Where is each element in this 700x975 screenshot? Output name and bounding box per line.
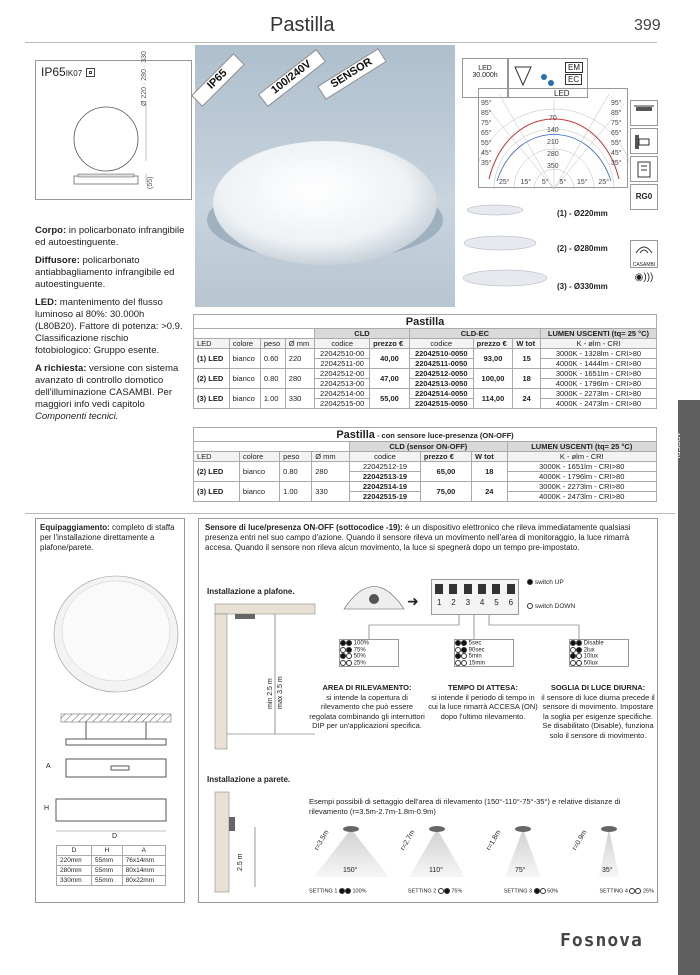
- setting-label: SETTING 4: [599, 888, 628, 895]
- polar-left-angles: [481, 99, 492, 169]
- led-desc-label: LED:: [35, 297, 58, 308]
- table2-title: [194, 428, 657, 442]
- table-row: [194, 482, 657, 492]
- variant-illustrations: [460, 198, 550, 296]
- col-header: LED: [194, 452, 240, 462]
- setting-angle: 75°: [515, 867, 526, 874]
- col-header: W tot: [513, 339, 541, 349]
- switch-up-legend: [527, 579, 564, 586]
- col-header: codice: [350, 452, 421, 462]
- setting-label: SETTING 1: [309, 888, 338, 895]
- polar-angle: 25°: [499, 179, 510, 186]
- cell-code: 22042511-0050: [409, 359, 473, 369]
- badge-sensor: SENSOR: [317, 48, 387, 100]
- cell-colore: bianco: [229, 349, 260, 369]
- table1-group-lumen: LUMEN USCENTI (tq= 25 °C): [540, 329, 656, 339]
- spec-table-pastilla: [193, 314, 657, 409]
- empty-dot-icon: [527, 603, 533, 609]
- area-title: AREA DI RILEVAMENTO:: [322, 683, 412, 692]
- brand-logo: Fosnova: [560, 930, 643, 951]
- area-option: 25%: [353, 660, 366, 667]
- polar-angle: 55°: [481, 140, 492, 147]
- table2-title-sub: - con sensore luce-presenza (ON-OFF): [374, 430, 514, 440]
- variant-1: (1) - Ø220mm: [557, 209, 608, 218]
- table-row: [194, 462, 657, 472]
- table1-group-cld: CLD: [315, 329, 410, 339]
- sensor-intro: [199, 519, 657, 557]
- max-height-label: max 3.5 m: [277, 676, 284, 709]
- dim-height-label: (55): [147, 176, 154, 189]
- area-option: 75%: [353, 647, 366, 654]
- lower-section-divider: [25, 513, 675, 514]
- cell-peso: 0.80: [260, 369, 285, 389]
- setting-4: [600, 888, 655, 894]
- cell-led: (3) LED: [194, 482, 240, 502]
- setting-label: SETTING 2: [407, 888, 437, 895]
- switch-up-label: switch UP: [534, 579, 564, 586]
- sensor-device-icon: [339, 569, 409, 619]
- dims-cell: 55mm: [92, 866, 123, 876]
- cell-price: 47,00: [370, 369, 410, 389]
- dims-table: [56, 845, 166, 886]
- badge-voltage: 100/240V: [258, 49, 326, 107]
- product-top-view: [36, 61, 193, 201]
- equipment-drawings: [36, 559, 186, 839]
- dims-cell: 55mm: [92, 856, 123, 866]
- equip-label: Equipaggiamento:: [40, 523, 110, 532]
- cell-code: 22042515-19: [350, 492, 421, 502]
- cell-lumen: 3000K - 2273lm - CRI>80: [507, 482, 656, 492]
- variant-size: Ø330mm: [573, 282, 608, 291]
- cell-peso: 1.00: [260, 389, 285, 409]
- min-height-label: min 2.5 m: [267, 678, 274, 709]
- cell-lumen: 4000K - 1796lm - CRI>80: [507, 472, 656, 482]
- cell-price: 65,00: [420, 462, 471, 482]
- corpo-text: in policarbonato infrangibile ed autoestinguente.: [35, 225, 185, 248]
- col-header: LED: [194, 339, 230, 349]
- cell-lumen: 3000K - 1651lm - CRI>80: [540, 369, 656, 379]
- cell-price: 93,00: [473, 349, 513, 369]
- table1-title: Pastilla: [194, 315, 657, 329]
- dip-switch[interactable]: [507, 584, 515, 594]
- cell-lumen: 4000K - 1796lm - CRI>80: [540, 379, 656, 389]
- dip-number: 6: [508, 598, 514, 607]
- emc-label-2: EC: [565, 74, 582, 85]
- product-drawing-box: [35, 51, 192, 200]
- dip-switch[interactable]: [464, 584, 472, 594]
- cell-led: (1) LED: [194, 349, 230, 369]
- cell-colore: bianco: [239, 482, 279, 502]
- wall-height-label: 2.5 m: [237, 853, 244, 871]
- polar-value: 140: [547, 127, 559, 134]
- wall-mount-icon: [630, 128, 658, 154]
- install-wall-label: Installazione a parete.: [207, 775, 291, 784]
- page-number: 399: [634, 17, 661, 34]
- light-option: Disable: [583, 640, 604, 647]
- time-option: 5min: [468, 653, 482, 660]
- table2-title-main: Pastilla: [336, 428, 375, 441]
- section-sidebar: [678, 400, 700, 975]
- arrow-icon: ➜: [407, 593, 419, 609]
- cell-code: 22042513-00: [315, 379, 370, 389]
- col-header: Ø mm: [285, 339, 314, 349]
- cell-colore: bianco: [229, 369, 260, 389]
- setting-radius: r=3.5m: [313, 829, 331, 852]
- cell-mm: 330: [312, 482, 350, 502]
- polar-angle: 45°: [481, 150, 492, 157]
- cell-price: 114,00: [473, 389, 513, 409]
- emc-label-1: EM: [565, 62, 583, 73]
- time-option: 15min: [468, 660, 486, 667]
- time-explanation: [427, 683, 539, 721]
- rg0-label: RG0: [630, 184, 658, 210]
- cell-watt: 24: [472, 482, 508, 502]
- cell-colore: bianco: [229, 389, 260, 409]
- light-option: 2lux: [583, 647, 595, 654]
- equipment-text: [36, 519, 184, 557]
- dip-number: 1: [436, 598, 442, 607]
- variant-num: (3): [557, 282, 567, 291]
- polar-angle: 75°: [481, 120, 492, 127]
- setting-pct: 50%: [547, 888, 559, 895]
- equip-desc: completo di staffa per l'installazione direttamente a plafone/parete.: [40, 523, 175, 552]
- richiesta-label: A richiesta:: [35, 363, 87, 374]
- cell-code: 22042511-00: [315, 359, 370, 369]
- setting-angle: 110°: [429, 867, 443, 874]
- cell-lumen: 3000K - 1328lm - CRI>80: [540, 349, 656, 359]
- cell-code: 22042515-00: [315, 399, 370, 409]
- dims-cell: 76x14mm: [122, 856, 165, 866]
- col-header: peso: [260, 339, 285, 349]
- dip-switch[interactable]: [492, 584, 500, 594]
- switch-down-legend: [527, 603, 575, 610]
- cell-mm: 220: [285, 349, 314, 369]
- polar-angle: 45°: [611, 150, 622, 157]
- col-header: colore: [239, 452, 279, 462]
- light-option: 50lux: [583, 660, 599, 667]
- area-text: si intende la copertura di rilevamento che può essere regolata combinando gli interruttori DIP per un'applicazioni specifica.: [309, 692, 425, 730]
- setting-angle: 35°: [602, 867, 613, 874]
- cell-code: 22042513-19: [350, 472, 421, 482]
- led-label: LED: [478, 65, 492, 72]
- cell-mm: 280: [285, 369, 314, 389]
- col-header: W tot: [472, 452, 508, 462]
- led-desc-text: mantenimento del flusso luminoso al 80%: 30.000h (L80B20). Fattore di potenza: >0.9. Classificazione rischio fotobiologico: Gruppo esente.: [35, 297, 183, 356]
- light-title: SOGLIA DI LUCE DIURNA:: [550, 683, 646, 692]
- cell-code: 22042513-0050: [409, 379, 473, 389]
- polar-angle: 5°: [541, 179, 549, 186]
- dip-switch[interactable]: [435, 584, 443, 594]
- polar-angle: 85°: [481, 110, 492, 117]
- sensor-wave-icon: ◉))): [634, 272, 654, 283]
- polar-value: 280: [547, 151, 559, 158]
- setting-radius: r=1.8m: [485, 829, 503, 852]
- dims-cell: 55mm: [92, 876, 123, 886]
- polar-angle: 5°: [559, 179, 567, 186]
- cell-lumen: 4000K - 2473lm - CRI>80: [507, 492, 656, 502]
- light-text: il sensore di luce diurna precede il sensore di movimento. Impostare la soglia per esigenze specifiche. Se disabilitato (Disable), funziona solo il sensore di movimento.: [541, 692, 655, 740]
- polar-diagram: [478, 88, 628, 188]
- polar-angle: 25°: [598, 179, 609, 186]
- dim-diameter-label: Ø 220 · 280 · 330: [141, 51, 148, 106]
- table2-group-lumen: LUMEN USCENTI (tq= 25 °C): [507, 442, 656, 452]
- polar-values: [547, 113, 559, 173]
- table2-spacer: [194, 442, 350, 452]
- cell-peso: 1.00: [280, 482, 312, 502]
- col-header: K - ølm - CRI: [540, 339, 656, 349]
- dims-cell: 220mm: [57, 856, 92, 866]
- setting-pct: 25%: [642, 888, 654, 895]
- cell-code: 22042514-19: [350, 482, 421, 492]
- setting-angle: 150°: [343, 867, 358, 874]
- cell-code: 22042512-0050: [409, 369, 473, 379]
- col-header: prezzo €: [370, 339, 410, 349]
- polar-angle: 55°: [611, 140, 622, 147]
- cell-watt: 18: [513, 369, 541, 389]
- dims-cell: 80x22mm: [122, 876, 165, 886]
- cell-led: (3) LED: [194, 389, 230, 409]
- table1-group-cldec: CLD-EC: [409, 329, 540, 339]
- filled-dot-icon: [527, 579, 533, 585]
- time-options: [454, 639, 514, 667]
- wall-install-drawing: [205, 787, 295, 897]
- setting-label: SETTING 3: [503, 888, 533, 895]
- setting-1: [309, 888, 367, 894]
- table1-spacer: [194, 329, 315, 339]
- badge-ip65: IP65: [191, 53, 245, 107]
- dims-header: H: [92, 846, 123, 856]
- col-header: K - ølm - CRI: [507, 452, 656, 462]
- variant-2: (2) - Ø280mm: [557, 244, 608, 253]
- dims-cell: 280mm: [57, 866, 92, 876]
- variant-num: (2): [557, 244, 567, 253]
- polar-title: LED: [554, 89, 570, 98]
- polar-value: 70: [548, 115, 557, 122]
- page-title: Pastilla: [270, 14, 335, 36]
- install-ceiling-label: Installazione a plafone.: [207, 587, 295, 596]
- cell-code: 22042512-19: [350, 462, 421, 472]
- table-row: [194, 349, 657, 359]
- col-header: colore: [229, 339, 260, 349]
- time-option: 5sec: [468, 640, 482, 647]
- led-hours: 30.000h: [472, 72, 498, 79]
- ceiling-mount-icon: [630, 100, 658, 126]
- cell-code: 22042514-00: [315, 389, 370, 399]
- dip-number: 4: [479, 598, 485, 607]
- setting-radius: r=0.9m: [571, 829, 589, 852]
- light-option: 10lux: [583, 653, 599, 660]
- table-row: [194, 389, 657, 399]
- richiesta-italic: Componenti tecnici.: [35, 411, 119, 422]
- diffusore-text: policarbonato antiabbagliamento infrangibile ed autoestinguente.: [35, 255, 175, 290]
- time-title: TEMPO DI ATTESA:: [448, 683, 518, 692]
- cell-lumen: 3000K - 1651lm - CRI>80: [507, 462, 656, 472]
- polar-angle: 75°: [611, 120, 622, 127]
- cell-code: 22042514-0050: [409, 389, 473, 399]
- area-option: 100%: [353, 640, 370, 647]
- polar-right-angles: [611, 99, 622, 169]
- settings-labels: [309, 888, 654, 894]
- dims-cell: 330mm: [57, 876, 92, 886]
- variant-3: (3) - Ø330mm: [557, 282, 608, 291]
- cell-mm: 330: [285, 389, 314, 409]
- polar-angle: 15°: [520, 179, 532, 186]
- sensor-box: [198, 518, 658, 903]
- setting-pct: 75%: [451, 888, 463, 895]
- dip-number: 2: [451, 598, 456, 607]
- dim-a-label: A: [46, 763, 51, 770]
- polar-bottom-angles: [499, 179, 609, 186]
- cell-mm: 280: [312, 462, 350, 482]
- corpo-label: Corpo:: [35, 225, 67, 236]
- dip-switch-block[interactable]: [431, 579, 519, 615]
- cell-price: 100,00: [473, 369, 513, 389]
- building-icon: [630, 156, 658, 182]
- product-description: [35, 225, 185, 423]
- polar-angle: 15°: [576, 179, 588, 186]
- cell-watt: 18: [472, 462, 508, 482]
- polar-angle: 65°: [611, 130, 622, 137]
- cell-price: 40,00: [370, 349, 410, 369]
- ip-rating-text: IP65: [41, 65, 66, 79]
- polar-angle: 95°: [481, 100, 492, 107]
- cell-price: 75,00: [420, 482, 471, 502]
- cell-colore: bianco: [239, 462, 279, 482]
- richiesta-text: versione con sistema avanzato di controllo domotico dell'illuminazione CASAMBI. Per maggiori info vedi capitolo: [35, 363, 179, 410]
- sensor-text: è un dispositivo elettronico che rileva immediatamente qualsiasi presenza entri nel suo campo d'azione. Quando il sensore rileva un movimento nell'area di monitoraggio, la luce rimarrà accesa. Quando il sensore non rileva alcun movimento, la luce si spegnerà dopo un tempo pre-impostato.: [205, 523, 631, 552]
- table2-group-cld: CLD (sensor ON-OFF): [350, 442, 507, 452]
- setting-2: [408, 888, 463, 894]
- spec-table-pastilla-sensor: [193, 427, 657, 502]
- ik-rating-text: IK07: [65, 69, 83, 78]
- cell-code: 22042512-00: [315, 369, 370, 379]
- switch-down-label: switch DOWN: [534, 603, 576, 610]
- col-header: codice: [409, 339, 473, 349]
- cell-lumen: 3000K - 2273lm - CRI>80: [540, 389, 656, 399]
- area-options: [339, 639, 399, 667]
- dip-number: 3: [465, 598, 471, 607]
- col-header: prezzo €: [473, 339, 513, 349]
- dims-header: A: [122, 846, 165, 856]
- col-header: prezzo €: [420, 452, 471, 462]
- cell-watt: 15: [513, 349, 541, 369]
- table-row: [194, 369, 657, 379]
- cell-price: 55,00: [370, 389, 410, 409]
- time-option: 90sec: [468, 647, 485, 654]
- examples-text: Esempi possibili di settaggio dell'area di rilevamento (150°-110°-75°-35°) e relative distanze di rilevamento (r=3.5m-2.7m-1.8m-0.9m): [309, 797, 621, 816]
- col-header: codice: [315, 339, 370, 349]
- diffusore-label: Diffusore:: [35, 255, 80, 266]
- cell-code: 22042515-0050: [409, 399, 473, 409]
- polar-angle: 95°: [611, 100, 622, 107]
- table-row: [57, 876, 166, 886]
- variant-num: (1): [557, 209, 567, 218]
- right-icon-column: [630, 100, 658, 288]
- sensor-title: Sensore di luce/presenza ON-OFF (sottocodice -19):: [205, 523, 403, 532]
- header-divider: [25, 42, 657, 43]
- cell-led: (2) LED: [194, 462, 240, 482]
- ceiling-install-drawing: [205, 599, 325, 754]
- cell-peso: 0.80: [280, 462, 312, 482]
- cell-watt: 24: [513, 389, 541, 409]
- setting-3: [504, 888, 559, 894]
- detection-cones: [309, 819, 654, 889]
- polar-angle: 35°: [611, 160, 622, 167]
- polar-value: 350: [547, 163, 559, 170]
- cell-lumen: 4000K - 1444lm - CRI>80: [540, 359, 656, 369]
- polar-angle: 85°: [611, 110, 622, 117]
- col-header: peso: [280, 452, 312, 462]
- cell-code: 22042510-00: [315, 349, 370, 359]
- cell-led: (2) LED: [194, 369, 230, 389]
- polar-value: 210: [547, 139, 559, 146]
- cell-peso: 0.60: [260, 349, 285, 369]
- cell-code: 22042510-0050: [409, 349, 473, 359]
- dip-switch[interactable]: [449, 584, 457, 594]
- dim-h-label: H: [44, 805, 50, 812]
- variant-size: Ø220mm: [573, 209, 608, 218]
- area-explanation: [309, 683, 425, 731]
- setting-radius: r=2.7m: [399, 829, 417, 852]
- light-options: [569, 639, 629, 667]
- dip-switch[interactable]: [478, 584, 486, 594]
- setting-pct: 100%: [352, 888, 367, 895]
- polar-angle: 65°: [481, 130, 492, 137]
- section-label: ARREDI: [673, 432, 680, 459]
- dip-number: 5: [494, 598, 499, 607]
- col-header: Ø mm: [312, 452, 350, 462]
- dims-header: D: [57, 846, 92, 856]
- variant-size: Ø280mm: [573, 244, 608, 253]
- dims-cell: 80x14mm: [122, 866, 165, 876]
- table-row: [57, 866, 166, 876]
- dim-d-label: D: [112, 833, 118, 840]
- light-explanation: [541, 683, 655, 740]
- cell-lumen: 4000K - 2473lm - CRI>80: [540, 399, 656, 409]
- time-text: si intende il periodo di tempo in cui la luce rimarrà ACCESA (ON) dopo l'ultimo rilevamento.: [428, 692, 538, 721]
- table-row: [57, 856, 166, 866]
- area-option: 50%: [353, 653, 366, 660]
- casambi-label: CASAMBI: [632, 262, 656, 268]
- equipment-box: [35, 518, 185, 903]
- polar-angle: 35°: [481, 160, 492, 167]
- casambi-icon: [630, 240, 658, 268]
